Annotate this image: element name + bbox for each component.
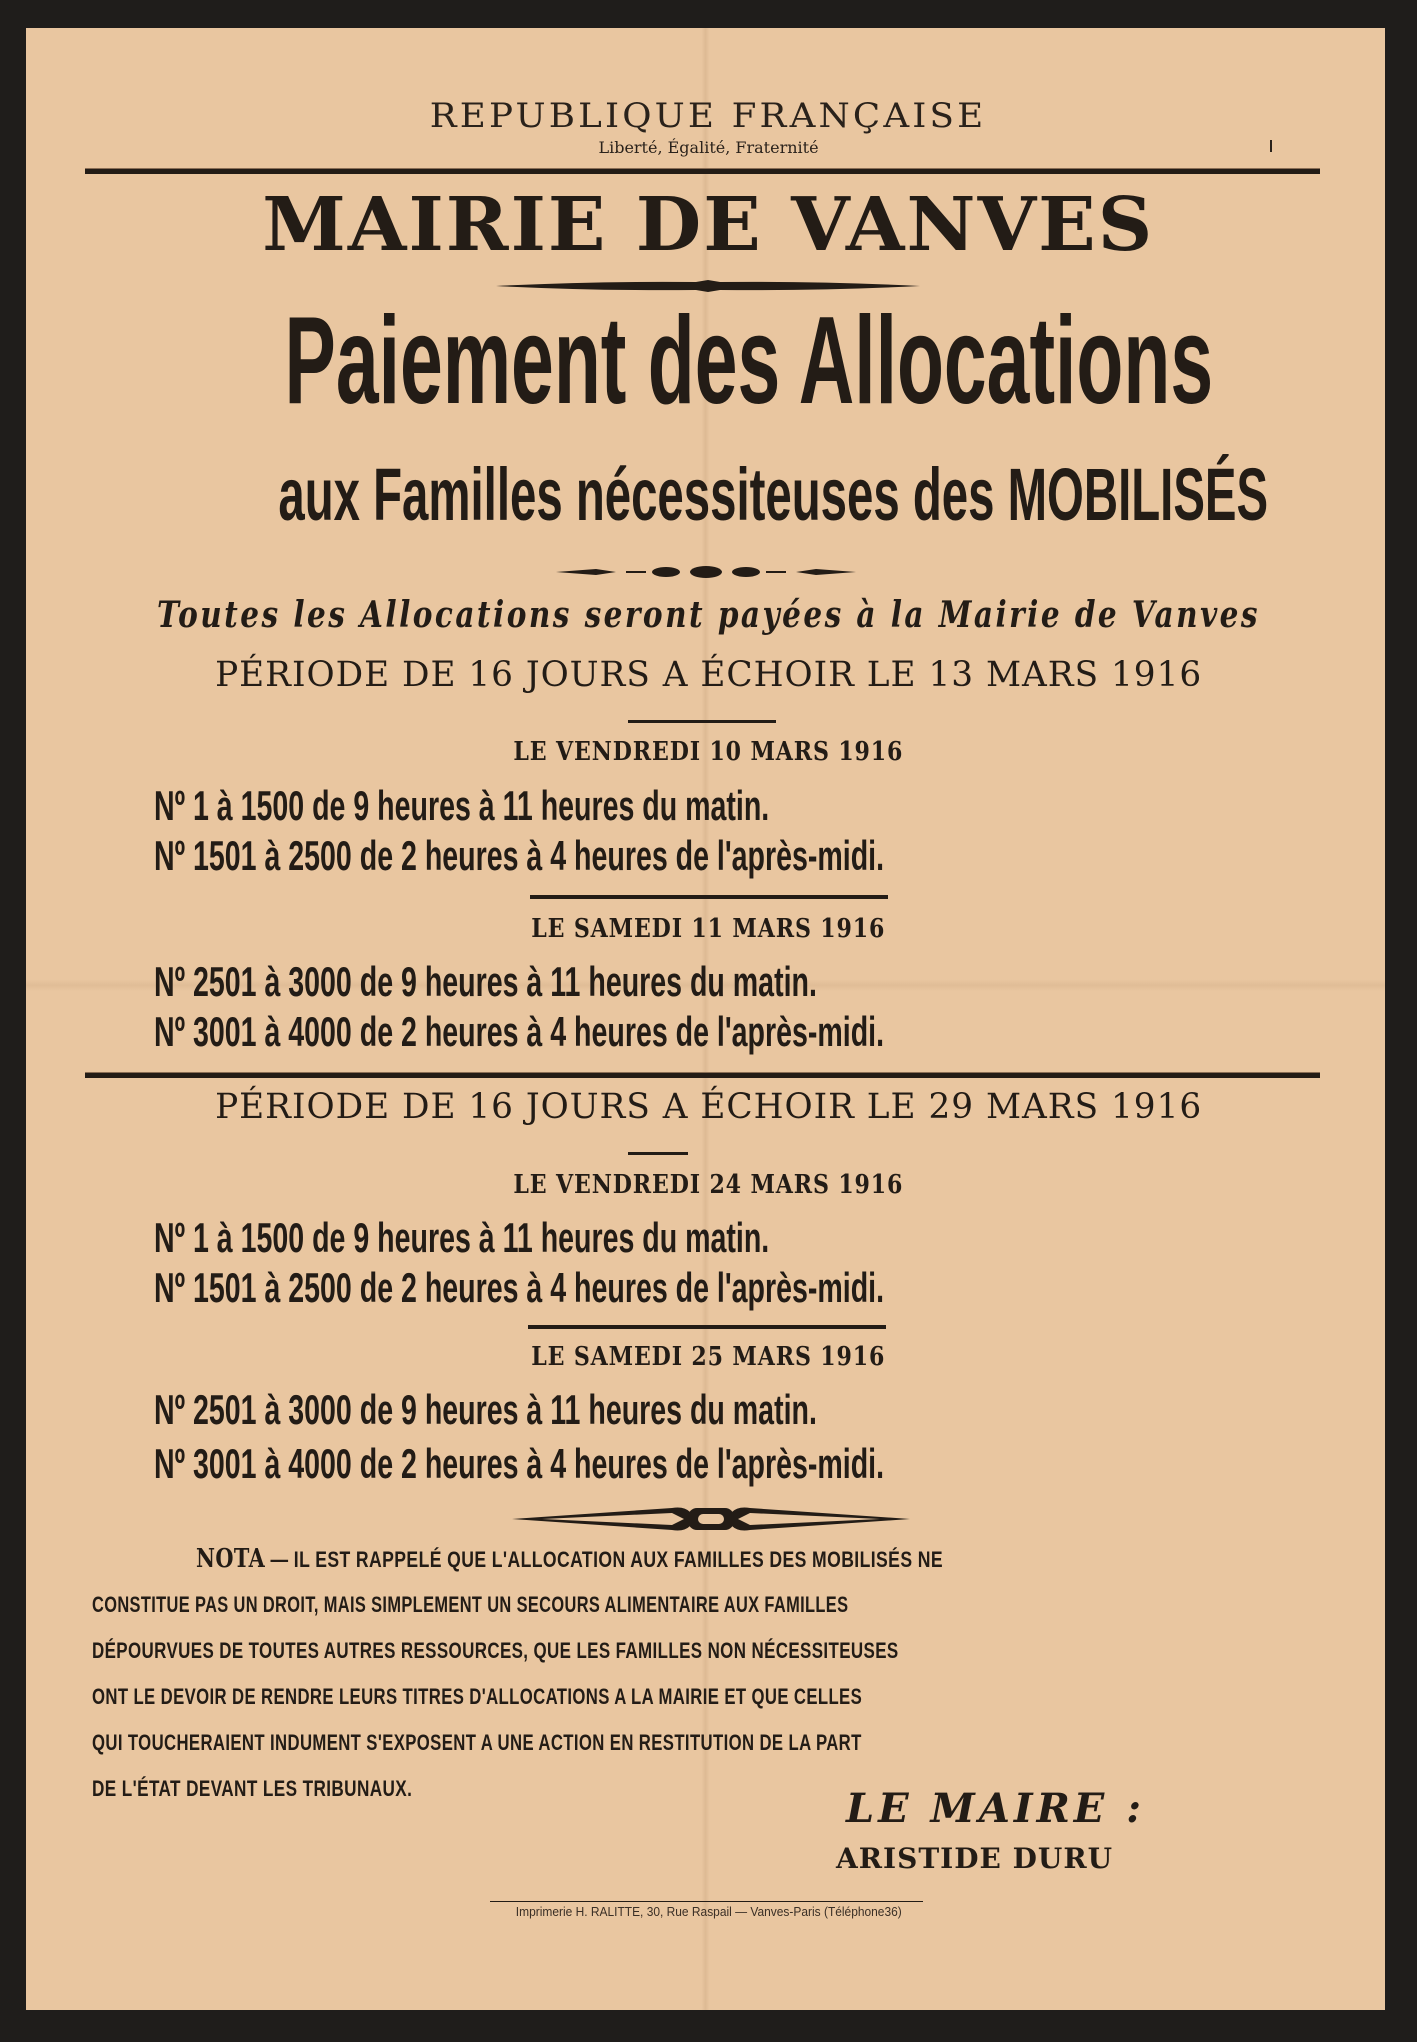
schedule-line-text: Nº 2501 à 3000 de 9 heures à 11 heures du matin. xyxy=(154,1386,817,1433)
nota-line-text: QUI TOUCHERAIENT INDUMENT S'EXPOSENT A UNE ACTION EN RESTITUTION DE LA PART xyxy=(92,1730,862,1755)
issuer-heading xyxy=(0,182,1417,268)
republic-text: REPUBLIQUE FRANÇAISE xyxy=(430,96,987,136)
printer-imprint xyxy=(0,1904,1417,1919)
nota-line xyxy=(92,1592,1324,1618)
schedule-line xyxy=(154,958,1129,1006)
nota-line xyxy=(92,1638,1324,1664)
schedule-line-text: Nº 1501 à 2500 de 2 heures à 4 heures de l'après-midi. xyxy=(154,832,885,879)
imprint-rule xyxy=(490,1901,923,1902)
nota-line xyxy=(92,1730,1324,1756)
period-heading xyxy=(0,655,1417,695)
short-rule-divider xyxy=(530,895,888,899)
signature-title: LE MAIRE : xyxy=(846,1785,1145,1832)
ornament-divider-3 xyxy=(512,1504,910,1534)
schedule-line xyxy=(154,1264,1228,1312)
day-heading xyxy=(0,1170,1417,1200)
nota-line-text: ONT LE DEVOIR DE RENDRE LEURS TITRES D'ALLOCATIONS A LA MAIRIE ET QUE CELLES xyxy=(92,1684,863,1709)
schedule-line-text: Nº 1501 à 2500 de 2 heures à 4 heures de l'après-midi. xyxy=(154,1264,885,1311)
schedule-line-text: Nº 2501 à 3000 de 9 heures à 11 heures du matin. xyxy=(154,958,817,1005)
day-heading-text: LE SAMEDI 25 MARS 1916 xyxy=(531,1342,886,1372)
page-mark xyxy=(1270,140,1272,152)
subtitle-text: aux Familles nécessiteuses des MOBILISÉS xyxy=(278,453,1269,536)
period-heading xyxy=(0,1087,1417,1127)
day-heading-text: LE VENDREDI 10 MARS 1916 xyxy=(513,737,904,767)
mayor-name: ARISTIDE DURU xyxy=(836,1842,1114,1875)
schedule-line xyxy=(154,782,1059,830)
nota-line-text: — IL EST RAPPELÉ QUE L'ALLOCATION AUX FAMILLES DES MOBILISÉS NE xyxy=(270,1547,943,1572)
schedule-line xyxy=(154,1386,1129,1434)
day-heading xyxy=(0,1342,1417,1372)
payment-location-notice xyxy=(0,594,1417,636)
nota-line-text: DÉPOURVUES DE TOUTES AUTRES RESSOURCES, QUE LES FAMILLES NON NÉCESSITEUSES xyxy=(92,1638,899,1663)
nota-line-text: CONSTITUE PAS UN DROIT, MAIS SIMPLEMENT UN SECOURS ALIMENTAIRE AUX FAMILLES xyxy=(92,1592,849,1617)
mid-rule-divider xyxy=(85,1072,1320,1078)
schedule-line xyxy=(154,832,1228,880)
period-heading-text: PÉRIODE DE 16 JOURS A ÉCHOIR LE 13 MARS 1916 xyxy=(214,655,1203,695)
schedule-line-text: Nº 3001 à 4000 de 2 heures à 4 heures de l'après-midi. xyxy=(154,1008,885,1055)
schedule-line xyxy=(154,1214,1059,1262)
republic-heading xyxy=(0,96,1417,136)
schedule-line-text: Nº 3001 à 4000 de 2 heures à 4 heures de l'après-midi. xyxy=(154,1440,885,1487)
schedule-line xyxy=(154,1440,1228,1488)
short-rule-divider xyxy=(628,720,776,723)
main-title xyxy=(0,286,1417,436)
subtitle xyxy=(0,450,1417,540)
day-heading xyxy=(0,914,1417,944)
top-rule-divider xyxy=(85,168,1320,174)
motto xyxy=(0,138,1417,157)
nota-line-text: DE L'ÉTAT DEVANT LES TRIBUNAUX. xyxy=(92,1776,413,1801)
ornament-divider-2 xyxy=(556,566,856,578)
issuer-text: MAIRIE DE VANVES xyxy=(262,182,1155,268)
motto-text: Liberté, Égalité, Fraternité xyxy=(598,138,819,157)
period-heading-text: PÉRIODE DE 16 JOURS A ÉCHOIR LE 29 MARS 1916 xyxy=(214,1087,1203,1127)
notice-text: Toutes les Allocations seront payées à la Mairie de Vanves xyxy=(157,594,1260,636)
nota-label: NOTA xyxy=(196,1544,266,1574)
nota-line xyxy=(196,1544,1324,1574)
schedule-line-text: Nº 1 à 1500 de 9 heures à 11 heures du matin. xyxy=(154,1214,770,1261)
day-heading-text: LE VENDREDI 24 MARS 1916 xyxy=(513,1170,904,1200)
day-heading-text: LE SAMEDI 11 MARS 1916 xyxy=(531,914,886,944)
imprint-text: Imprimerie H. RALITTE, 30, Rue Raspail — Vanves-Paris (Téléphone36) xyxy=(515,1904,902,1919)
nota-line xyxy=(92,1684,1324,1710)
day-heading xyxy=(0,737,1417,767)
schedule-line-text: Nº 1 à 1500 de 9 heures à 11 heures du matin. xyxy=(154,782,770,829)
short-rule-divider xyxy=(628,1152,688,1155)
main-title-text: Paiement des Allocations xyxy=(284,292,1214,430)
short-rule-divider xyxy=(528,1325,886,1329)
schedule-line xyxy=(154,1008,1228,1056)
